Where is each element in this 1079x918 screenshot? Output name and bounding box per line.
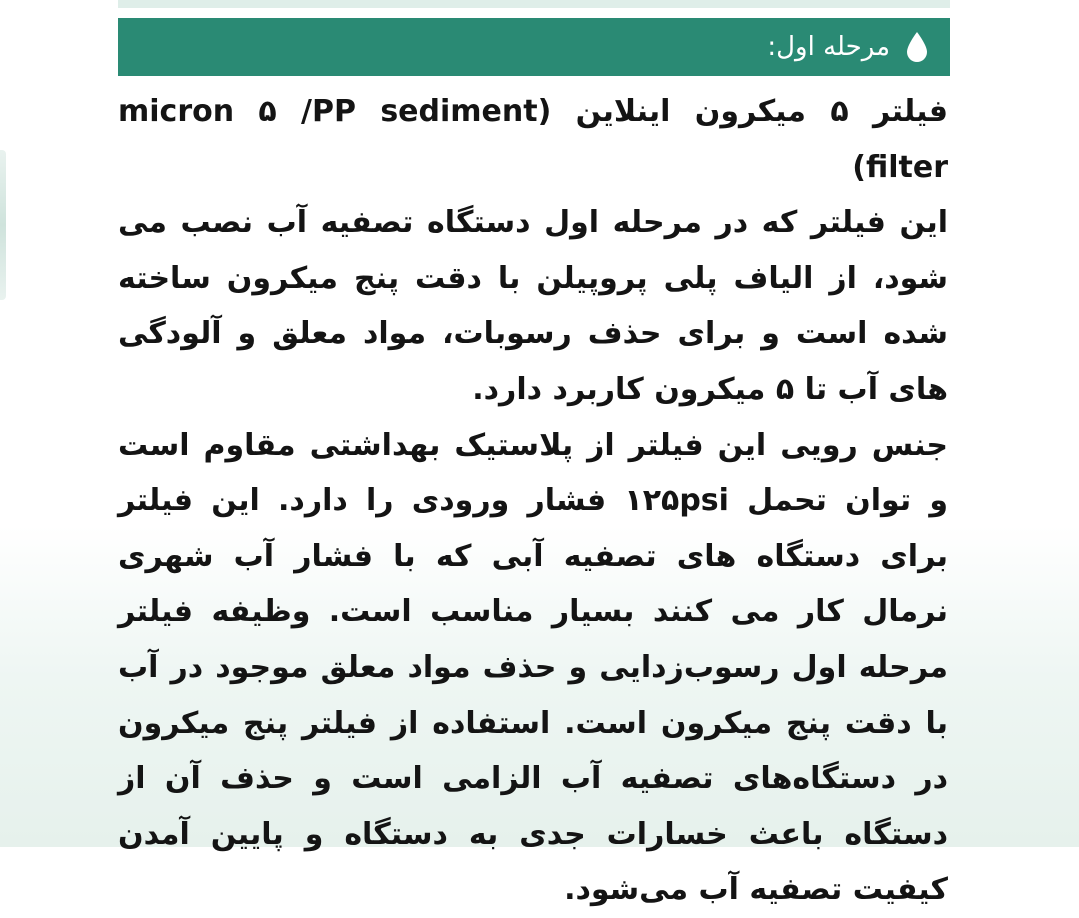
description-paragraph-2: جنس رویی این فیلتر از پلاستیک بهداشتی مقاوم است و توان تحمل ۱۲۵psi فشار ورودی را دارد. این فیلتر برای دستگاه های تصفیه آبی که با فشار آب شهری نرمال کار می کنند بسیار مناسب است. وظیفه فیلتر مرحله اول رسوب‌زدایی و حذف مواد معلق موجود در آب با دقت پنج میکرون است. استفاده از فیلتر پنج میکرون در دستگاه‌های تصفیه آب الزامی است و حذف آن از دستگاه باعث خسارات جدی به دستگاه و پایین آمدن کیفیت تصفیه آب می‌شود.: [118, 427, 948, 908]
filter-subtitle: فیلتر ۵ میکرون اینلاین (micron ۵ /PP sediment filter): [118, 94, 948, 185]
description-paragraph-1: این فیلتر که در مرحله اول دستگاه تصفیه آب نصب می شود، از الیاف پلی پروپیلن با دقت پنج میکرون ساخته شده است و برای حذف رسوبات، مواد معلق و آلودگی های آب تا ۵ میکرون کاربرد دارد.: [118, 205, 948, 407]
left-decorative-edge: [0, 150, 6, 300]
article-body: [118, 84, 948, 918]
top-decorative-strip: [118, 0, 950, 8]
water-drop-icon: [904, 30, 930, 64]
section-header: [118, 18, 950, 76]
section-title: مرحله اول:: [767, 32, 890, 62]
